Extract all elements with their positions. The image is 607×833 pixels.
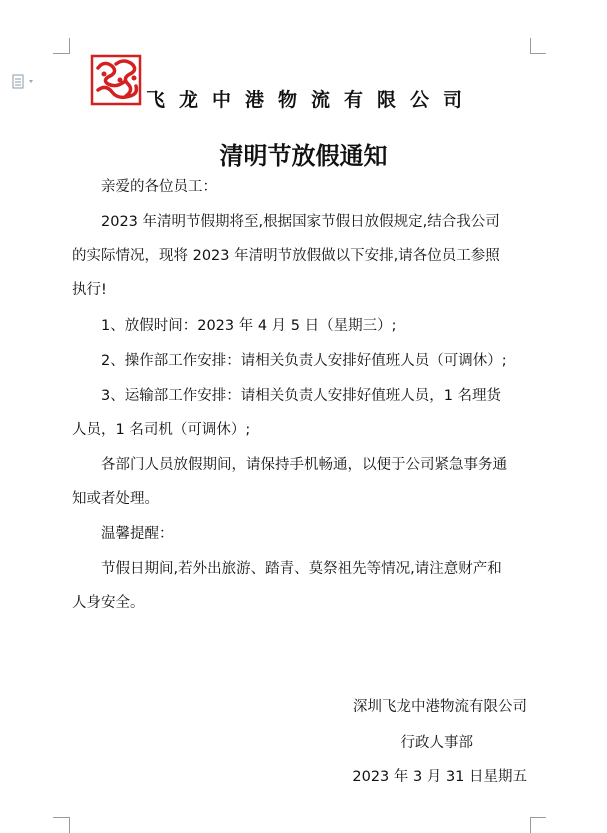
crop-mark	[69, 38, 70, 54]
crop-mark	[530, 38, 531, 54]
crop-mark	[530, 817, 531, 833]
dragon-seal-icon	[90, 54, 144, 106]
list-item: 3、运输部工作安排：请相关负责人安排好值班人员，1 名理货	[101, 388, 502, 404]
signature-department: 行政人事部	[400, 735, 473, 751]
crop-mark	[53, 817, 69, 818]
intro-line: 2023 年清明节假期将至,根据国家节假日放假规定,结合我公司	[101, 214, 500, 230]
company-name-header: 飞龙中港物流有限公司	[146, 89, 477, 111]
reminder-line: 节假日期间,若外出旅游、踏青、莫祭祖先等情况,请注意财产和	[101, 561, 502, 577]
crop-mark	[530, 817, 546, 818]
intro-line: 执行!	[72, 282, 107, 298]
reminder-heading: 温馨提醒：	[101, 526, 174, 542]
signature-company: 深圳飞龙中港物流有限公司	[353, 699, 527, 715]
crop-mark	[69, 817, 70, 833]
greeting: 亲爱的各位员工：	[101, 179, 217, 195]
signature-date: 2023 年 3 月 31 日星期五	[352, 769, 527, 785]
intro-line: 的实际情况，现将 2023 年清明节放假做以下安排,请各位员工参照	[72, 248, 500, 264]
department-notice-line: 各部门人员放假期间，请保持手机畅通，以便于公司紧急事务通	[101, 457, 507, 473]
crop-mark	[53, 53, 69, 54]
reminder-line: 人身安全。	[72, 595, 145, 611]
paste-options-icon[interactable]	[12, 74, 38, 90]
list-item: 人员，1 名司机（可调休）;	[72, 422, 251, 438]
list-item: 2、操作部工作安排：请相关负责人安排好值班人员（可调休）;	[101, 353, 507, 369]
department-notice-line: 知或者处理。	[72, 491, 159, 507]
list-item: 1、放假时间：2023 年 4 月 5 日（星期三）;	[101, 318, 397, 334]
notice-title: 清明节放假通知	[219, 141, 388, 170]
crop-mark	[530, 53, 546, 54]
